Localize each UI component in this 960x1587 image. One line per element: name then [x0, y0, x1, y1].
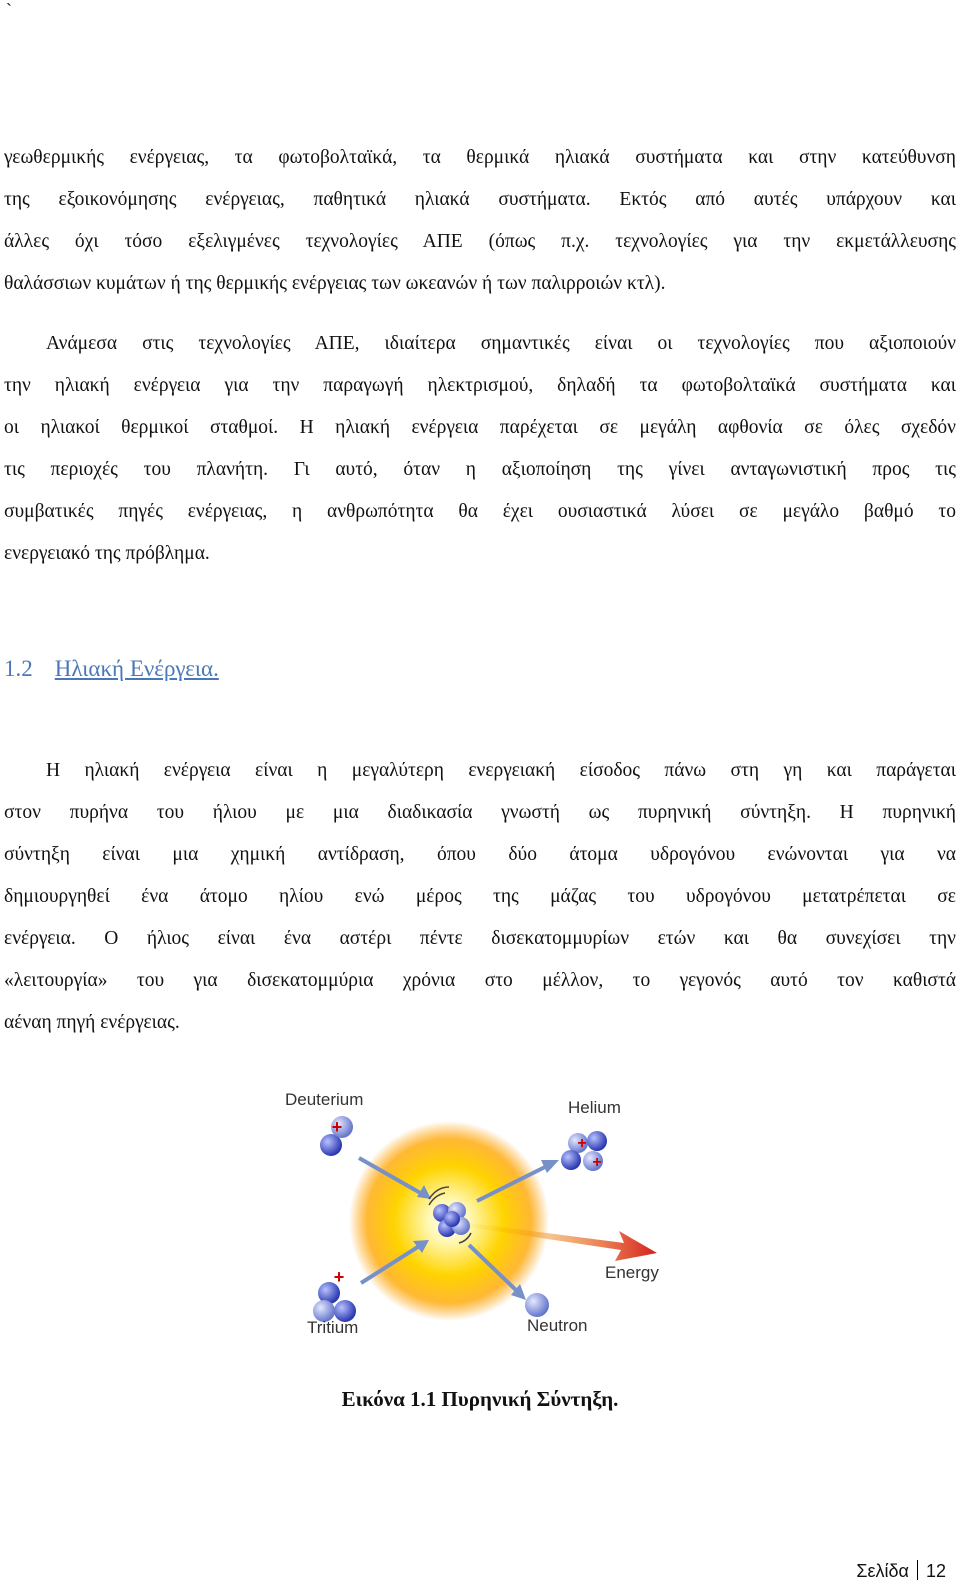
text-line: ενεργειακό της πρόβλημα.: [4, 543, 210, 564]
text-line: συμβατικές πηγές ενέργειας, η ανθρωπότητα θα έχει ουσιαστικά λύσει σε μεγάλο βαθμό το: [4, 501, 956, 522]
text-line: Ανάμεσα στις τεχνολογίες ΑΠΕ, ιδιαίτερα σημαντικές είναι οι τεχνολογίες που αξιοποιούν: [46, 333, 956, 354]
footer-separator: [917, 1560, 918, 1580]
text-line: θαλάσσιων κυμάτων ή της θερμικής ενέργειας των ωκεανών ή των παλιρροιών κτλ).: [4, 273, 666, 294]
svg-text:+: +: [577, 1135, 587, 1152]
page-footer: [856, 1560, 946, 1582]
svg-text:+: +: [333, 1267, 345, 1287]
section-heading: [4, 656, 219, 682]
paragraph-renewables: [4, 137, 956, 305]
text-line: αέναη πηγή ενέργειας.: [4, 1012, 180, 1033]
energy-label: Energy: [605, 1263, 659, 1282]
section-title: Ηλιακή Ενέργεια.: [54, 656, 219, 681]
tritium-label: Tritium: [307, 1318, 359, 1337]
text-line: την ηλιακή ενέργεια για την παραγωγή ηλεκτρισμού, δηλαδή τα φωτοβολταϊκά συστήματα και: [4, 375, 956, 396]
text-line: ενέργεια. Ο ήλιος είναι ένα αστέρι πέντε δισεκατομμυρίων ετών και θα συνεχίσει την: [4, 928, 956, 949]
page-number: 12: [925, 1561, 946, 1581]
helium-atom: [561, 1131, 607, 1171]
text-line: οι ηλιακοί θερμικοί σταθμοί. Η ηλιακή ενέργεια παρέχεται σε μεγάλη αφθονία σε όλες σχεδόν: [4, 417, 956, 438]
neutron-particle: [525, 1293, 549, 1317]
page-label: Σελίδα: [856, 1561, 909, 1581]
page-corner-mark: `: [6, 0, 12, 20]
helium-label: Helium: [568, 1098, 621, 1117]
deuterium-label: Deuterium: [285, 1090, 364, 1109]
svg-text:+: +: [592, 1154, 602, 1171]
text-line: Η ηλιακή ενέργεια είναι η μεγαλύτερη ενεργειακή είσοδος πάνω στη γη και παράγεται: [46, 760, 956, 781]
text-line: δημιουργηθεί ένα άτομο ηλίου ενώ μέρος της μάζας του υδρογόνου μετατρέπεται σε: [4, 886, 956, 907]
tritium-atom: [313, 1267, 356, 1322]
section-number: 1.2: [4, 656, 33, 681]
deuterium-atom: [320, 1116, 353, 1156]
text-line: άλλες όχι τόσο εξελιγμένες τεχνολογίες ΑΠΕ (όπως π.χ. τεχνολογίες για την εκμετάλλευσης: [4, 231, 956, 252]
text-line: σύντηξη είναι μια χημική αντίδραση, όπου δύο άτομα υδρογόνου ενώνονται για να: [4, 844, 956, 865]
svg-text:+: +: [331, 1117, 343, 1137]
text-line: «λειτουργία» του για δισεκατομμύρια χρόνια στο μέλλον, το γεγονός αυτό τον καθιστά: [4, 970, 956, 991]
text-line: της εξοικονόμησης ενέργειας, παθητικά ηλιακά συστήματα. Εκτός από αυτές υπάρχουν και: [4, 189, 956, 210]
paragraph-solar-energy: [4, 750, 956, 1044]
text-line: στον πυρήνα του ήλιου με μια διαδικασία γνωστή ως πυρηνική σύντηξη. Η πυρηνική: [4, 802, 956, 823]
nuclear-fusion-diagram: [279, 1083, 674, 1341]
figure-caption: Εικόνα 1.1 Πυρηνική Σύντηξη.: [341, 1387, 619, 1411]
neutron-label: Neutron: [527, 1316, 588, 1335]
text-line: τις περιοχές του πλανήτη. Γι αυτό, όταν η αξιοποίηση της γίνει ανταγωνιστική προς τις: [4, 459, 956, 480]
text-line: γεωθερμικής ενέργειας, τα φωτοβολταϊκά, τα θερμικά ηλιακά συστήματα και στην κατεύθυνση: [4, 147, 956, 168]
paragraph-solar-technologies: [4, 323, 956, 575]
